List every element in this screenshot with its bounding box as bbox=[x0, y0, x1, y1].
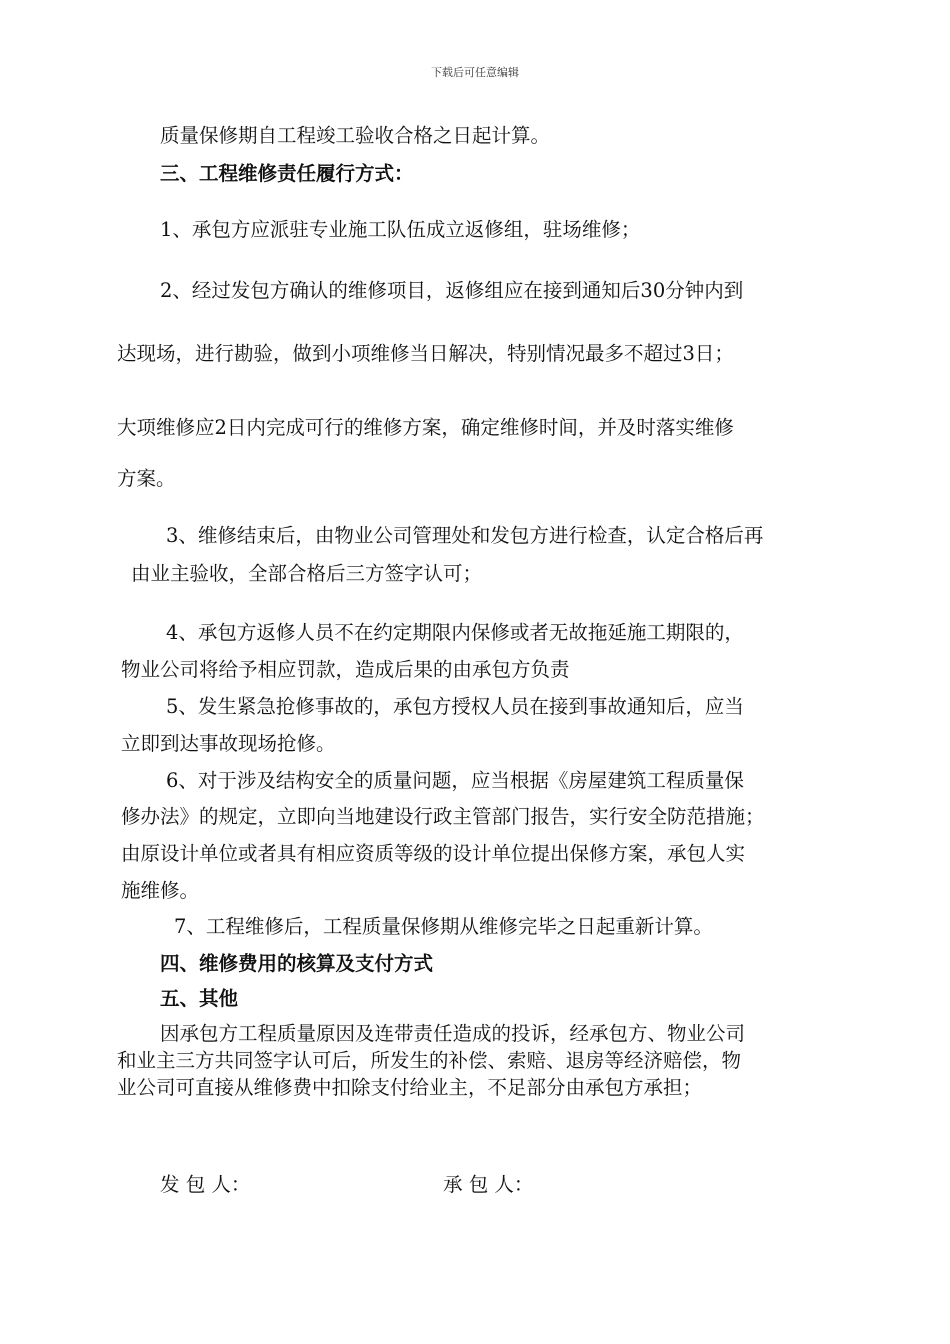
section-heading: 五、其他 bbox=[160, 987, 239, 1010]
paragraph-line: 物业公司将给予相应罚款，造成后果的由承包方负责 bbox=[121, 658, 570, 681]
paragraph-line: 1、承包方应派驻专业施工队伍成立返修组，驻场维修； bbox=[160, 218, 641, 241]
paragraph-line: 6、对于涉及结构安全的质量问题，应当根据《房屋建筑工程质量保 bbox=[166, 769, 744, 792]
page-header: 下载后可任意编辑 bbox=[431, 66, 519, 79]
paragraph-line: 4、承包方返修人员不在约定期限内保修或者无故拖延施工期限的， bbox=[166, 621, 744, 644]
paragraph-line: 质量保修期自工程竣工验收合格之日起计算。 bbox=[160, 124, 551, 147]
employer-signature-label: 发 包 人： bbox=[160, 1173, 251, 1196]
paragraph-line: 7、工程维修后，工程质量保修期从维修完毕之日起重新计算。 bbox=[174, 915, 713, 938]
paragraph-line: 由原设计单位或者具有相应资质等级的设计单位提出保修方案，承包人实 bbox=[121, 842, 746, 865]
paragraph-line: 2、经过发包方确认的维修项目，返修组应在接到通知后30分钟内到 bbox=[160, 279, 744, 302]
paragraph-line: 施维修。 bbox=[121, 879, 200, 902]
paragraph-line: 由业主验收，全部合格后三方签字认可； bbox=[131, 562, 483, 585]
section-heading: 四、维修费用的核算及支付方式 bbox=[160, 952, 434, 975]
paragraph-line: 修办法》的规定，立即向当地建设行政主管部门报告，实行安全防范措施； bbox=[121, 805, 765, 828]
paragraph-line: 因承包方工程质量原因及连带责任造成的投诉，经承包方、物业公司 bbox=[160, 1022, 746, 1045]
paragraph-line: 方案。 bbox=[117, 467, 176, 490]
paragraph-line: 达现场，进行勘验，做到小项维修当日解决，特别情况最多不超过3日； bbox=[117, 342, 734, 365]
contractor-signature-label: 承 包 人： bbox=[443, 1173, 534, 1196]
paragraph-line: 业公司可直接从维修费中扣除支付给业主，不足部分由承包方承担； bbox=[117, 1076, 703, 1099]
section-heading: 三、工程维修责任履行方式： bbox=[160, 162, 414, 185]
paragraph-line: 立即到达事故现场抢修。 bbox=[121, 732, 336, 755]
paragraph-line: 大项维修应2日内完成可行的维修方案，确定维修时间，并及时落实维修 bbox=[117, 416, 734, 439]
paragraph-line: 和业主三方共同签字认可后，所发生的补偿、索赔、退房等经济赔偿，物 bbox=[117, 1049, 742, 1072]
paragraph-line: 5、发生紧急抢修事故的，承包方授权人员在接到事故通知后，应当 bbox=[166, 695, 744, 718]
paragraph-line: 3、维修结束后，由物业公司管理处和发包方进行检查，认定合格后再 bbox=[166, 524, 764, 547]
